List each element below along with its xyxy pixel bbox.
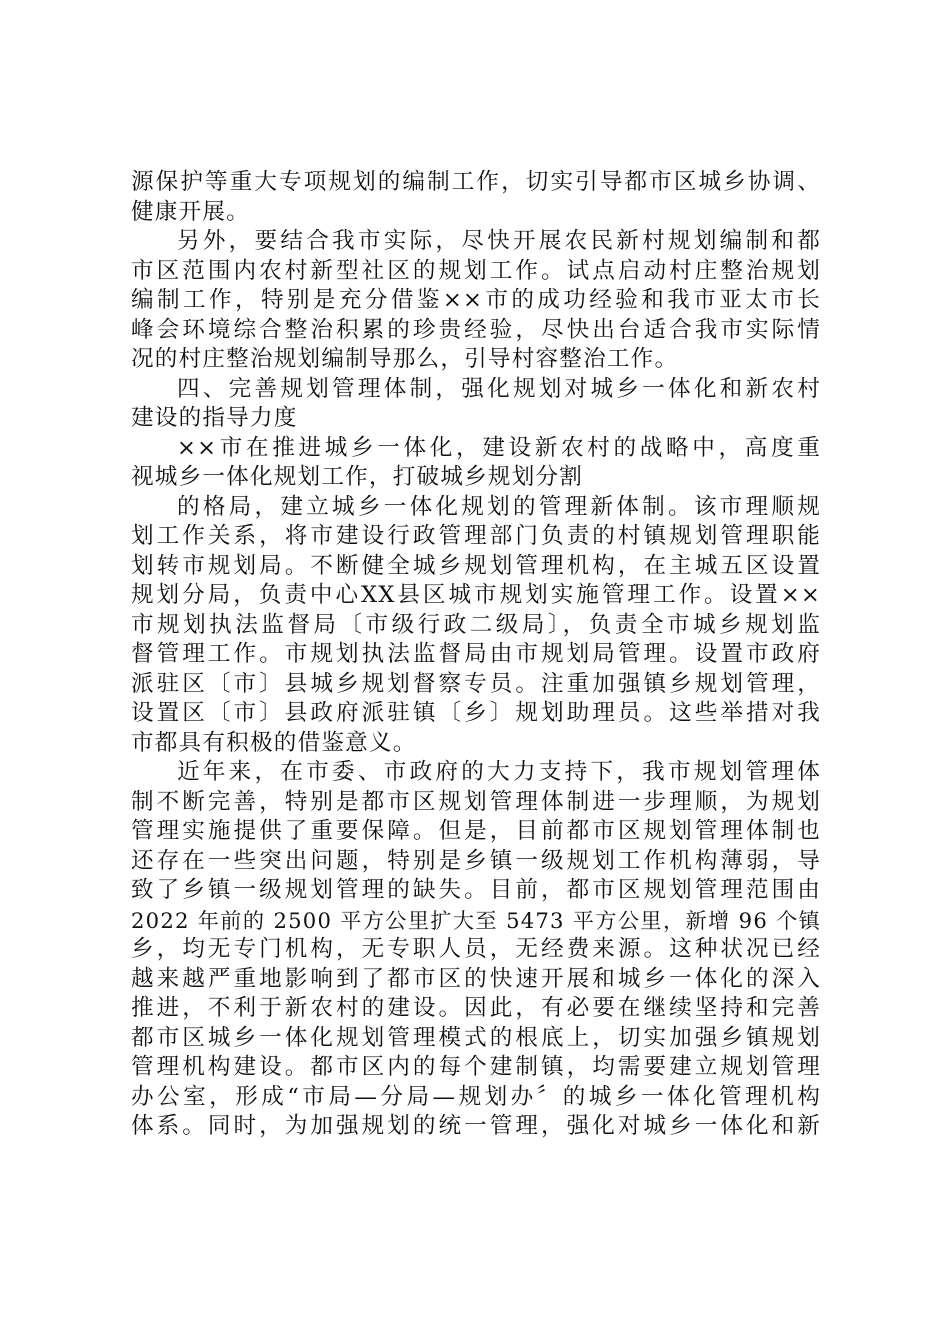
text-line: 编制工作，特别是充分借鉴××市的成功经验和我市亚太市长 <box>131 287 821 313</box>
body-text <box>131 168 821 1142</box>
text-line: 划工作关系，将市建设行政管理部门负责的村镇规划管理职能 <box>131 523 821 549</box>
text-line: 制不断完善，特别是都市区规划管理体制进一步理顺，为规划 <box>131 788 821 815</box>
text-line: 还存在一些突出问题，特别是乡镇一级规划工作机构薄弱，导 <box>131 847 821 874</box>
text-line: 市区范围内农村新型社区的规划工作。试点启动村庄整治规划 <box>131 257 821 284</box>
text-line: 2022 年前的 2500 平方公里扩大至 5473 平方公里，新增 96 个镇 <box>131 907 821 933</box>
text-line: 近年来，在市委、市政府的大力支持下，我市规划管理体 <box>177 759 821 785</box>
text-line: 划转市规划局。不断健全城乡规划管理机构，在主城五区设置 <box>131 552 821 579</box>
text-line: 的格局，建立城乡一体化规划的管理新体制。该市理顺规 <box>177 493 821 520</box>
text-line: ××市在推进城乡一体化，建设新农村的战略中，高度重 <box>177 434 821 461</box>
text-line: 体系。同时，为加强规划的统一管理，强化对城乡一体化和新 <box>131 1113 821 1139</box>
text-line: 督管理工作。市规划执法监督局由市规划局管理。设置市政府 <box>131 641 821 667</box>
text-line: 四、完善规划管理体制，强化规划对城乡一体化和新农村 <box>177 375 821 402</box>
text-line: 管理实施提供了重要保障。但是，目前都市区规划管理体制也 <box>131 818 821 844</box>
text-line: 建设的指导力度 <box>131 405 298 431</box>
text-line: 视城乡一体化规划工作，打破城乡规划分割 <box>131 464 584 490</box>
text-line: 都市区城乡一体化规划管理模式的根底上，切实加强乡镇规划 <box>131 1024 821 1051</box>
text-line: 市都具有积极的借鉴意义。 <box>131 729 417 756</box>
text-line: 市规划执法监督局〔市级行政二级局〕，负责全市城乡规划监 <box>131 611 821 638</box>
text-line: 致了乡镇一级规划管理的缺失。目前，都市区规划管理范围由 <box>131 877 821 903</box>
text-line: 峰会环境综合整治积累的珍贵经验，尽快出台适合我市实际情 <box>131 316 821 343</box>
text-line: 办公室，形成“市局—分局—规划办〞的城乡一体化管理机构 <box>131 1083 821 1110</box>
text-line: 设置区〔市〕县政府派驻镇〔乡〕规划助理员。这些举措对我 <box>131 700 821 726</box>
text-line: 派驻区〔市〕县城乡规划督察专员。注重加强镇乡规划管理， <box>131 670 821 697</box>
text-line: 源保护等重大专项规划的编制工作，切实引导都市区城乡协调、 <box>131 169 821 195</box>
text-line: 况的村庄整治规划编制导那么，引导村容整治工作。 <box>131 346 679 372</box>
text-line: 另外，要结合我市实际，尽快开展农民新村规划编制和都 <box>177 228 821 254</box>
text-line: 健康开展。 <box>131 198 250 225</box>
text-line: 推进，不利于新农村的建设。因此，有必要在继续坚持和完善 <box>131 995 821 1021</box>
text-line: 管理机构建设。都市区内的每个建制镇，均需要建立规划管理 <box>131 1054 821 1080</box>
text-line: 规划分局，负责中心XX县区城市规划实施管理工作。设置×× <box>131 582 821 608</box>
text-line: 越来越严重地影响到了都市区的快速开展和城乡一体化的深入 <box>131 965 821 992</box>
text-line: 乡，均无专门机构，无专职人员，无经费来源。这种状况已经 <box>131 936 821 962</box>
